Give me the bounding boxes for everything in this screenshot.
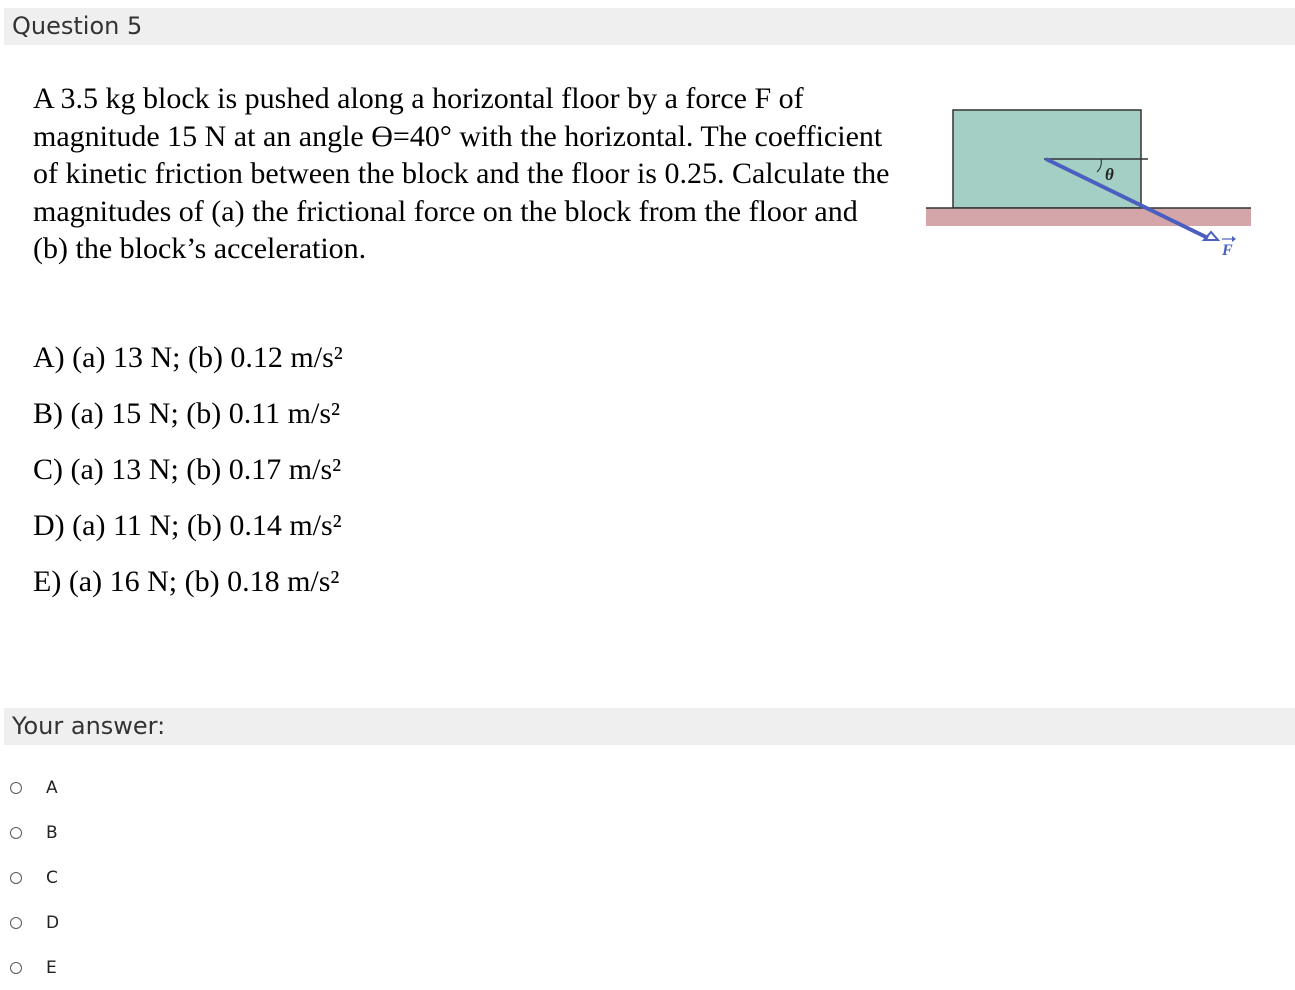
answer-option-label[interactable]: B [46,823,58,843]
radio-button-d[interactable] [10,917,22,929]
force-label: F [1222,242,1233,259]
answer-option-c[interactable] [10,868,58,888]
choice-a: A) (a) 13 N; (b) 0.12 m/s² [33,341,343,374]
radio-button-e[interactable] [10,962,22,974]
answer-option-e[interactable] [10,958,57,978]
choice-e: E) (a) 16 N; (b) 0.18 m/s² [33,565,340,598]
radio-button-c[interactable] [10,872,22,884]
answer-header: Your answer: [4,708,1295,745]
answer-option-label[interactable]: C [46,868,58,888]
force-label-vector-tip [1232,236,1236,242]
answer-option-d[interactable] [10,913,59,933]
choice-d: D) (a) 11 N; (b) 0.14 m/s² [33,509,342,542]
force-diagram [920,100,1260,270]
answer-option-b[interactable] [10,823,58,843]
question-header: Question 5 [4,8,1295,45]
answer-option-label[interactable]: D [46,913,60,933]
answer-option-label[interactable]: A [46,778,58,798]
floor-shape [926,208,1251,226]
angle-label: θ [1105,165,1114,184]
radio-button-b[interactable] [10,827,22,839]
choice-b: B) (a) 15 N; (b) 0.11 m/s² [33,397,341,430]
answer-option-a[interactable] [10,778,58,798]
answer-option-label[interactable]: E [46,958,57,978]
question-text: A 3.5 kg block is pushed along a horizontal floor by a force F of magnitude 15 N at an angle ϴ=40° with the horizontal. The coefficient of kinetic friction between the block and the floor is 0.25. Calculate the magnitudes of (a) the frictional force on the block from the floor and (b) the block’s acceleration. [33,82,890,265]
choice-c: C) (a) 13 N; (b) 0.17 m/s² [33,453,342,486]
radio-button-a[interactable] [10,782,22,794]
